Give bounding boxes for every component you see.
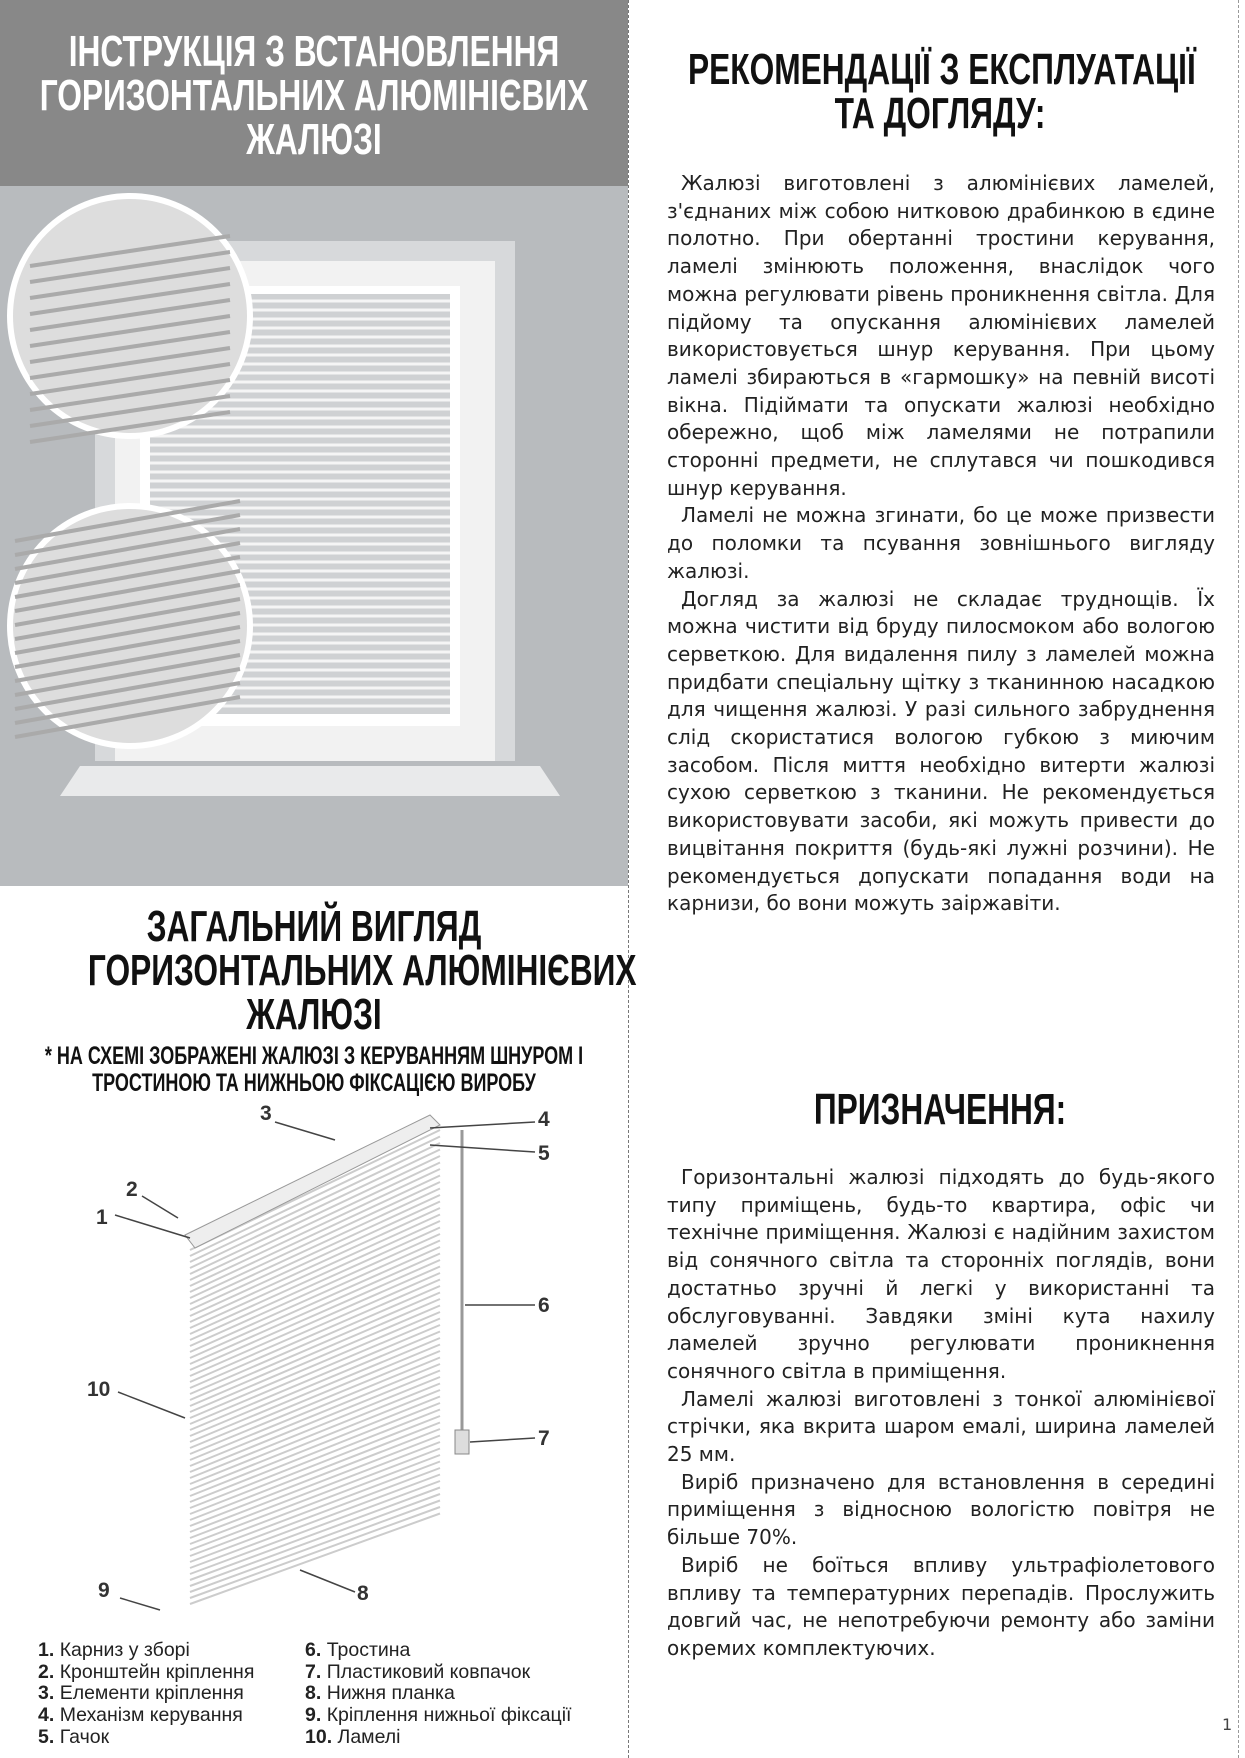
page-number: 1 bbox=[1222, 1715, 1233, 1734]
title-line: ЗАГАЛЬНИЙ ВИГЛЯД bbox=[146, 902, 482, 951]
legend-item: 5. Гачок bbox=[38, 1725, 110, 1748]
title-line: ГОРИЗОНТАЛЬНИХ АЛЮМІНІЄВИХ bbox=[39, 71, 589, 120]
instruction-header bbox=[0, 0, 628, 186]
page-edge bbox=[1238, 0, 1239, 1758]
slat bbox=[190, 1176, 440, 1293]
purpose-text bbox=[667, 1164, 1215, 1663]
slat bbox=[190, 1488, 440, 1581]
legend-item: 4. Механізм керування bbox=[38, 1704, 243, 1727]
title-line: ГОРИЗОНТАЛЬНИХ АЛЮМІНІЄВИХ bbox=[87, 946, 637, 995]
title-line: ТА ДОГЛЯДУ: bbox=[834, 89, 1046, 138]
title-line: РЕКОМЕНДАЦІЇ З ЕКСПЛУАТАЦІЇ bbox=[688, 45, 1196, 94]
legend-item: 7. Пластиковий ковпачок bbox=[305, 1660, 531, 1683]
legend-item: 2. Кронштейн кріплення bbox=[38, 1660, 255, 1683]
title-line: ЖАЛЮЗІ bbox=[246, 990, 382, 1039]
legend-item: 6. Тростина bbox=[305, 1639, 411, 1661]
note-line: ТРОСТИНОЮ ТА НИЖНЬОЮ ФІКСАЦІЄЮ ВИРОБУ bbox=[92, 1069, 536, 1097]
label-4: 4 bbox=[538, 1108, 550, 1131]
column-divider bbox=[628, 0, 629, 1758]
label-8: 8 bbox=[357, 1582, 369, 1605]
label-7: 7 bbox=[538, 1427, 550, 1450]
slat bbox=[190, 1410, 440, 1509]
legend-col-2 bbox=[305, 1640, 571, 1749]
note-line: * НА СХЕМІ ЗОБРАЖЕНІ ЖАЛЮЗІ З КЕРУВАННЯМ ШНУРОМ І bbox=[44, 1042, 584, 1070]
purpose-title bbox=[640, 1085, 1240, 1134]
label-9: 9 bbox=[98, 1579, 110, 1602]
plastic-cap bbox=[455, 1430, 469, 1454]
paragraph: Виріб не боїться впливу ультрафіолетового впливу та температурних перепадів. Прослужить довгий час, не непотребуючи ремонту або заміни окремих комплектуючих. bbox=[667, 1552, 1215, 1660]
slat bbox=[190, 1403, 440, 1502]
title-line: ЖАЛЮЗІ bbox=[246, 115, 382, 164]
paragraph: Ламелі жалюзі виготовлені з тонкої алюмінієвої стрічки, яка вкрита шаром емалі, ширина ламелей 25 мм. bbox=[667, 1386, 1215, 1467]
label-6: 6 bbox=[538, 1294, 550, 1317]
paragraph: Догляд за жалюзі не складає труднощів. Їх можна чистити від бруду пилосмоком або вологою серветкою. Для видалення пилу з ламелей можна придбати спеціальну щітку з тканинною насадкою для чищення жалюзі. У разі сильного забруднення слід скористатися вологою губкою з миючим засобом. Після миття необхідно витерти жалюзі сухою серветкою з тканини. Не рекомендується використовувати засоби, які можуть привести до вицвітання покриття (будь-які лужні розчини). Не рекомендується допускати попадання води на карнизи, бо вони можуть заіржавіти. bbox=[667, 586, 1215, 916]
title-line: ІНСТРУКЦІЯ З ВСТАНОВЛЕННЯ bbox=[68, 27, 560, 76]
slat bbox=[190, 1195, 440, 1310]
diagram-note bbox=[0, 1043, 688, 1097]
window-blinds-photo bbox=[0, 186, 628, 886]
blinds-diagram bbox=[0, 1100, 628, 1640]
legend-item: 3. Елементи кріплення bbox=[38, 1682, 244, 1705]
care-text bbox=[667, 170, 1215, 918]
care-title bbox=[590, 45, 1245, 138]
slat bbox=[190, 1189, 440, 1305]
overview-title bbox=[0, 902, 637, 1039]
legend-item: 1. Карниз у зборі bbox=[38, 1639, 190, 1661]
legend-item: 10. Ламелі bbox=[305, 1725, 401, 1748]
legend-item: 9. Кріплення нижньої фіксації bbox=[305, 1704, 572, 1727]
slat bbox=[190, 1416, 440, 1514]
label-3: 3 bbox=[260, 1102, 272, 1125]
paragraph: Виріб призначено для встановлення в середині приміщення з відносною вологістю повітря не більше 70%. bbox=[667, 1469, 1215, 1550]
paragraph: Ламелі не можна згинати, бо це може призвести до поломки та псування зовнішнього вигляду жалюзі. bbox=[667, 503, 1215, 583]
legend-col-1 bbox=[38, 1640, 254, 1749]
title-line: ПРИЗНАЧЕННЯ: bbox=[813, 1085, 1067, 1134]
label-5: 5 bbox=[538, 1142, 550, 1165]
legend-item: 8. Нижня планка bbox=[305, 1682, 455, 1705]
label-10: 10 bbox=[87, 1378, 111, 1401]
slat bbox=[190, 1423, 440, 1521]
paragraph: Жалюзі виготовлені з алюмінієвих ламелей, з'єднаних між собою нитковою драбинкою в єдине полотно. При обертанні тростини керування, ламелі змінюють положення, внаслідок чого можна регулювати рівень проникнення світла. Для підйому та опускання алюмінієвих ламелей використовується шнур керування. При цьому ламелі збираються в «гармошку» на певній висоті вікна. Підіймати та опускати жалюзі необхідно обережно, щоб між ламелями не потрапили сторонні предмети, не сплутався чи пошкодився шнур керування. bbox=[667, 171, 1215, 500]
label-1: 1 bbox=[96, 1206, 108, 1229]
paragraph: Горизонтальні жалюзі підходять до будь-якого типу приміщень, будь-то квартира, офіс чи технічне приміщення. Жалюзі є надійним захистом від сонячного світла та сторонніх поглядів, вони достатньо зручні й легкі у використанні та обслуговуванні. Завдяки зміні кута нахилу ламелей зручно регулювати проникнення сонячного світла в приміщення. bbox=[667, 1165, 1215, 1383]
label-2: 2 bbox=[126, 1178, 138, 1201]
slat bbox=[190, 1182, 440, 1298]
